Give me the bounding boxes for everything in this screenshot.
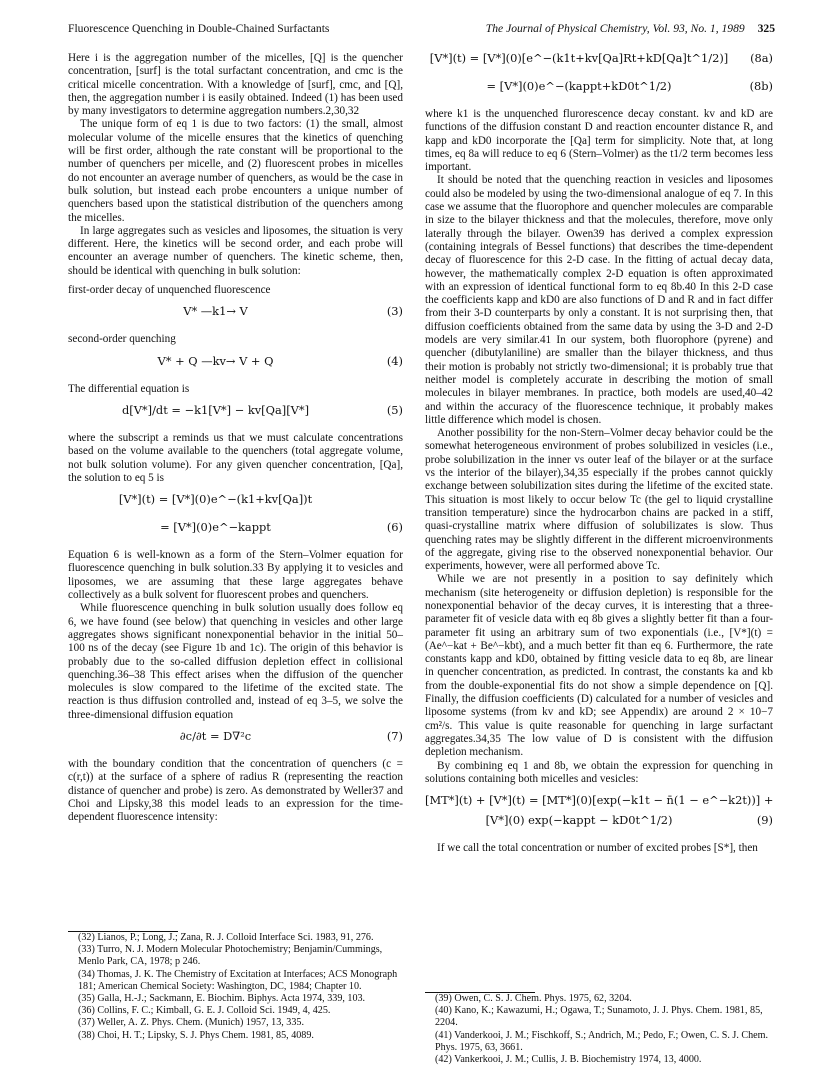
equation-number: (8b) — [749, 79, 773, 93]
equation-body: V* —k1→ V — [183, 304, 248, 319]
equation-body: = [V*](0)e^−(kappt+kD0t^1/2) — [486, 79, 672, 93]
paragraph: where the subscript a reminds us that we must calculate concentrations based on the volume available to the quenchers (total aggregate volume, not bulk solution volume). For any given quencher concentration, [Qa], the solution to eq 5 is — [68, 431, 403, 484]
equation-7 — [68, 730, 403, 750]
footnote: (42) Vankerkooi, J. M.; Cullis, J. B. Biochemistry 1974, 13, 4000. — [435, 1054, 702, 1066]
equation-4 — [68, 355, 403, 375]
equation-body: d[V*]/dt = −k1[V*] − kv[Qa][V*] — [121, 402, 310, 417]
paragraph: While we are not presently in a position to say definitely which mechanism (site heterogeneity or diffusion depletion) is responsible for the nonexponential behavior of the decay curves, it is interesting that a three-parameter fit of vesicle data with eq 8b gives a slightly better fit than a four-parameter fit using an arbitrary sum of two exponentials (i.e., [V*](t) = (Ae^−kat + Be^−kbt), and a much better fit than eq 6. Furthermore, the rate constants kapp and kD0, obtained by fitting vesicle data to eq 8b, are linear in quencher concentration, as predicted. In contrast, the constants ka and kb from the double-exponential fits do not show a simple dependence on [Q]. Finally, the diffusion coefficients (D) calculated for a number of vesicles and liposome systems (from kv and kD; see Appendix) are around 2 × 10−7 cm²/s. This value is quite reasonable for quenching in large surfactant aggregates.34,35 The low value of D is consistent with the diffusion depletion mechanism. — [425, 573, 773, 759]
footnotes-left — [68, 931, 403, 1042]
equation-8a — [425, 52, 773, 72]
equation-9b — [425, 814, 773, 834]
running-title: Fluorescence Quenching in Double-Chained Surfactants — [68, 22, 330, 35]
equation-label: The differential equation is — [68, 382, 190, 395]
paragraph: where k1 is the unquenched flurorescence decay constant. kv and kD are functions of the diffusion constant D and reaction encounter distance R, and kapp and kD0 incorporate the [Qa] term for simplicity. Note that, at long times, eq 8a will reduce to eq 6 (Stern–Volmer) as the t1/2 term becomes less important. — [425, 108, 773, 174]
footnote: (36) Collins, F. C.; Kimball, G. E. J. Colloid Sci. 1949, 4, 425. — [78, 1005, 331, 1017]
footnote: (39) Owen, C. S. J. Chem. Phys. 1975, 62, 3204. — [435, 993, 632, 1004]
equation-label: first-order decay of unquenched fluorescence — [68, 284, 271, 297]
equation-6a — [68, 493, 403, 513]
paragraph: with the boundary condition that the concentration of quenchers (c = c(r,t)) at the surface of a sphere of radius R (representing the reaction distance of quencher and probe) is zero. As demonstrated by Weller37 and Choi and Lipsky,38 this model leads to an expression for the time-dependent fluorescence intensity: — [68, 757, 403, 824]
equation-body: [V*](t) = [V*](0)e^−(k1+kv[Qa])t — [118, 492, 313, 507]
equation-body: [V*](0) exp(−kappt − kD0t^1/2) — [485, 813, 673, 828]
paragraph: Another possibility for the non-Stern–Volmer decay behavior could be the somewhat heterogeneous environment of probes solubilized in vesicles (i.e., probe solubilization in the inner vs outer leaf of the bilayer or at the surface vs the interior of the bilayer),34,35 especially if the probes cannot quickly exchange between solubilization sites during the lifetime of the excited state. This situation is most likely to occur below Tc (the gel to liquid crystalline transition temperature) since the hydrocarbon chains are packed in a stiff, quasi-crystalline matrix where diffusion of solubilizates is slow. Thus quenching rates may be slightly different in the different microenvironments of the aggregate, giving rise to the observed nonexponential behavior. Our experiments, however, were all performed above Tc. — [425, 427, 773, 573]
footnote: (40) Kano, K.; Kawazumi, H.; Ogawa, T.; Sunamoto, J. J. Phys. Chem. 1981, 85, 2204. — [435, 1005, 763, 1029]
paragraph: Equation 6 is well-known as a form of the Stern–Volmer equation for fluorescence quenching in bulk solution.33 By applying it to vesicles and liposomes, we are assuming that these large aggregates behave collectively as a bulk solvent for fluorescent probes and quenchers. — [68, 549, 403, 602]
journal-volume: The Journal of Physical Chemistry, Vol. 93, No. 1, 1989 — [485, 22, 745, 35]
paragraph: While fluorescence quenching in bulk solution usually does follow eq 6, we have found (see below) that quenching in vesicles and other large aggregates shows significant nonexponential behavior in the initial 50–100 ns of the decay (see Figure 1b and 1c). The origin of this behavior is probably due to the so-called diffusion depletion effect in collisional quenching.36–38 This effect arises when the diffusion of the quencher molecules is slow compared to the lifetime of the excited state. The reaction is thus diffusion controlled and, instead of eq 3–5, we solve the three-dimensional diffusion equation — [68, 602, 403, 721]
footnote: (41) Vanderkooi, J. M.; Fischkoff, S.; Andrich, M.; Pedo, F.; Owen, C. S. J. Chem. Phys. 1975, 63, 3661. — [435, 1029, 769, 1053]
equation-number: (7) — [386, 728, 403, 743]
footnote: (32) Lianos, P.; Long, J.; Zana, R. J. Colloid Interface Sci. 1983, 91, 276. — [78, 932, 374, 943]
equation-3 — [68, 305, 403, 325]
equation-body: [MT*](t) + [V*](t) = [MT*](0)[exp(−k1t − n̄(1 − e^−k2t))] + — [425, 793, 774, 808]
page-number: 325 — [757, 22, 775, 35]
footnote: (37) Weller, A. Z. Phys. Chem. (Munich) 1957, 13, 335. — [78, 1017, 304, 1029]
equation-number: (4) — [386, 353, 403, 368]
footnote: (35) Galla, H.-J.; Sackmann, E. Biochim. Biphys. Acta 1974, 339, 103. — [78, 993, 366, 1005]
equation-body: ∂c/∂t = D∇²c — [179, 728, 252, 743]
equation-number: (8a) — [750, 51, 773, 65]
right-column — [425, 52, 773, 855]
equation-label: second-order quenching — [68, 333, 176, 346]
equation-5 — [68, 404, 403, 424]
equation-number: (5) — [386, 402, 403, 417]
equation-number: (6) — [386, 520, 403, 535]
equation-6b — [68, 521, 403, 541]
page-header — [68, 22, 775, 40]
journal-citation — [486, 22, 775, 35]
paragraph: It should be noted that the quenching reaction in vesicles and liposomes could also be modeled by using the two-dimensional analogue of eq 7. In this case we assume that the fluorophore and quencher molecules are comparable in size to the bilayer thickness and that the molecules, therefore, move only laterally through the bilayer. Owen39 has derived a complex expression (containing integrals of Bessel functions) that describes the time-dependent decay of fluorescence for this 2-D case. In the fitting of actual decay data, however, the mathematically complex 2-D equation is often approximated with an expression of identical functional form to eq 8b.40 In this 2-D case the coefficients kapp and kD0 are also functions of D and R and in fact differ from their 3-D counterparts by only a constant. It is not surprising then, that diffusion coefficients obtained from the same data by using the 3-D and 2-D models are very similar.41 In our system, both fluorophore (pyrene) and quencher (dibutylaniline) are smaller than the bilayer thickness, and thus their motion is probably not strictly two-dimensional; it is probably true that neither model is completely accurate in describing the motion of small molecules in bilayer membranes. In practice, both models are used,40–42 and within the accuracy of the fluorescence technique, it probably makes little difference which model is chosen. — [425, 174, 773, 426]
footnote: (33) Turro, N. J. Modern Molecular Photochemistry; Benjamin/Cummings, Menlo Park, CA, 1978; p 246. — [78, 944, 383, 968]
left-column — [68, 52, 403, 824]
equation-body: V* + Q —kv→ V + Q — [157, 353, 274, 368]
paragraph: In large aggregates such as vesicles and liposomes, the situation is very different. Here, the kinetics will be second order, and each probe will encounter an average number of quenchers. The kinetic scheme, then, should be identical with quenching in bulk solution: — [68, 224, 403, 277]
equation-body: = [V*](0)e^−kappt — [160, 520, 271, 535]
paragraph: By combining eq 1 and 8b, we obtain the expression for quenching in solutions containing both micelles and vesicles: — [425, 759, 773, 785]
equation-9a — [425, 794, 773, 814]
equation-number: (9) — [756, 813, 773, 828]
equation-8b — [425, 80, 773, 100]
paragraph: The unique form of eq 1 is due to two factors: (1) the small, almost molecular volume of the micelle ensures that the kinetics of quenching will be first order, although the rate constant will be proportional to the number of quenchers per micelle, and (2) fluorescent probes in micelles do not encounter an average number of quenchers, as would be the case in bulk solution, but instead each probe encounters a unique number of quenchers based upon the statistical distribution of the quenchers among the micelles. — [68, 118, 403, 224]
footnote: (38) Choi, H. T.; Lipsky, S. J. Phys Chem. 1981, 85, 4089. — [78, 1029, 314, 1041]
footnote: (34) Thomas, J. K. The Chemistry of Excitation at Interfaces; ACS Monograph 181; American Chemical Society: Washington, DC, 1984; Chapter 10. — [78, 968, 398, 992]
paragraph: If we call the total concentration or number of excited probes [S*], then — [437, 842, 758, 855]
footnotes-right — [425, 992, 773, 1066]
equation-body: [V*](t) = [V*](0)[e^−(k1t+kv[Qa]Rt+kD[Qa]t^1/2)] — [429, 51, 729, 65]
equation-number: (3) — [386, 304, 403, 319]
paragraph: Here i is the aggregation number of the micelles, [Q] is the quencher concentration, [surf] is the total surfactant concentration, and cmc is the critical micelle concentration. With a knowledge of [surf], cmc, and [Q], then, the aggregation number i is easily obtained. Indeed (1) has been used by many investigators to determine aggregation numbers.2,30,32 — [68, 52, 403, 118]
